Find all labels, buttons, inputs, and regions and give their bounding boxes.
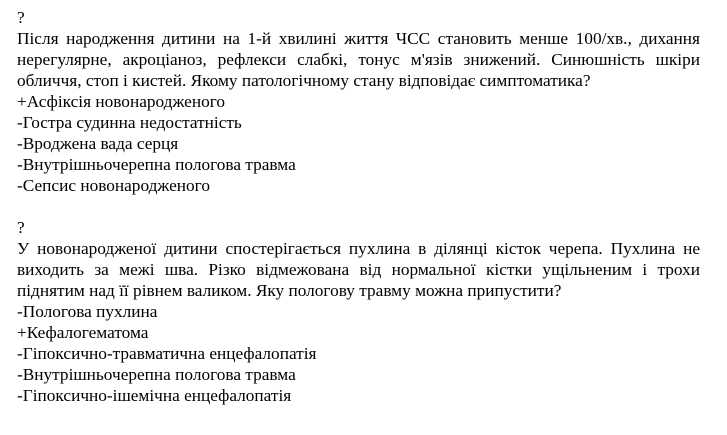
answer-option: -Вроджена вада серця	[17, 134, 179, 153]
answer-option: -Гостра судинна недостатність	[17, 113, 242, 132]
answer-option: -Гіпоксично-ішемічна енцефалопатія	[17, 386, 292, 405]
blank-line	[17, 196, 700, 217]
answer-option: -Гіпоксично-травматична енцефалопатія	[17, 344, 317, 363]
question-text-line: обличчя, стоп і кистей. Якому патологічному стану відповідає симптоматика?	[17, 71, 591, 90]
question-marker: ?	[17, 218, 25, 237]
answer-option-correct: +Кефалогематома	[17, 323, 149, 342]
answer-option: -Сепсис новонародженого	[17, 176, 210, 195]
question-text-line: нерегулярне, акроціаноз, рефлекси слабкі, тонус м'язів знижений. Синюшність шкіри	[17, 50, 700, 69]
question-marker: ?	[17, 8, 25, 27]
document-body	[17, 7, 700, 406]
answer-option: -Внутрішньочерепна пологова травма	[17, 155, 296, 174]
answer-option: -Пологова пухлина	[17, 302, 158, 321]
question-text-line: піднятим над її рівнем валиком. Яку пологову травму можна припустити?	[17, 281, 562, 300]
question-block-1	[17, 7, 700, 196]
question-text-line: Після народження дитини на 1-й хвилині життя ЧСС становить менше 100/хв., дихання	[17, 29, 700, 48]
question-block-2	[17, 217, 700, 406]
answer-option: -Внутрішньочерепна пологова травма	[17, 365, 296, 384]
question-text-line: У новонародженої дитини спостерігається пухлина в ділянці кісток черепа. Пухлина не	[17, 239, 700, 258]
answer-option-correct: +Асфіксія новонародженого	[17, 92, 226, 111]
question-text-line: виходить за межі шва. Різко відмежована від нормальної кістки ущільненим і трохи	[17, 260, 700, 279]
